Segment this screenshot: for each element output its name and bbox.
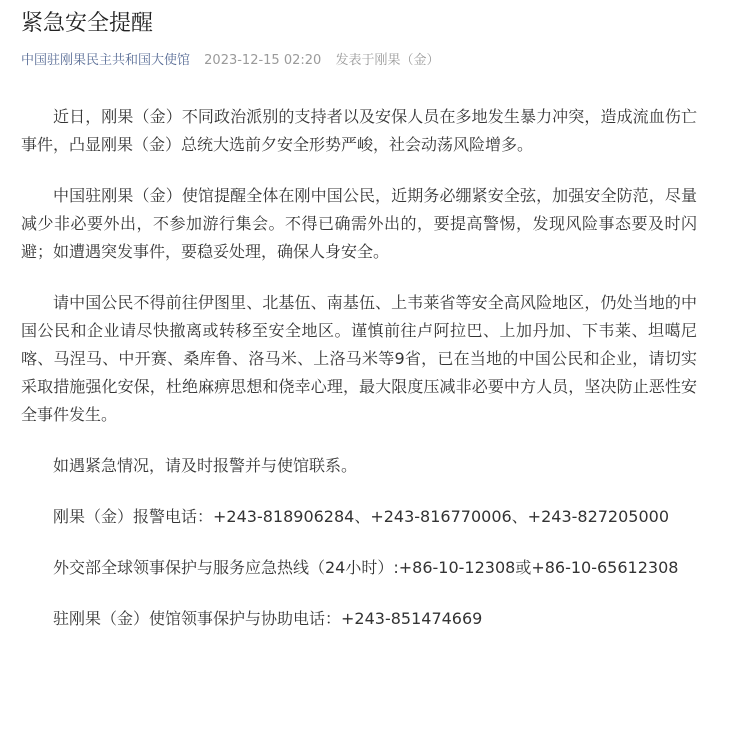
account-name-link[interactable]: 中国驻刚果民主共和国大使馆	[21, 53, 191, 68]
paragraph-emergency-contact: 如遇紧急情况，请及时报警并与使馆联系。	[53, 456, 358, 475]
publish-location: 发表于刚果（金）	[335, 53, 440, 68]
article-meta	[21, 51, 439, 71]
publish-date: 2023-12-15 02:20	[204, 53, 322, 68]
paragraph-embassy-phone: 驻刚果（金）使馆领事保护与协助电话：+243-851474669	[53, 609, 483, 628]
article-body	[21, 103, 697, 656]
paragraph-situation: 近日，刚果（金）不同政治派别的支持者以及安保人员在多地发生暴力冲突，造成流血伤亡事件，凸显刚果（金）总统大选前夕安全形势严峻，社会动荡风险增多。	[21, 107, 697, 154]
article-title: 紧急安全提醒	[21, 11, 154, 36]
paragraph-consular-hotline: 外交部全球领事保护与服务应急热线（24小时）:+86-10-12308或+86-10-65612308	[53, 558, 679, 577]
paragraph-reminder: 中国驻刚果（金）使馆提醒全体在刚中国公民，近期务必绷紧安全弦，加强安全防范，尽量减少非必要外出，不参加游行集会。不得已确需外出的，要提高警惕，发现风险事态要及时闪避；如遭遇突发事件，要稳妥处理，确保人身安全。	[21, 186, 697, 261]
paragraph-police-phone: 刚果（金）报警电话：+243-818906284、+243-816770006、+243-827205000	[53, 507, 670, 526]
paragraph-high-risk-areas: 请中国公民不得前往伊图里、北基伍、南基伍、上韦莱省等安全高风险地区，仍处当地的中国公民和企业请尽快撤离或转移至安全地区。谨慎前往卢阿拉巴、上加丹加、下韦莱、坦噶尼喀、马涅马、中开赛、桑库鲁、洛马米、上洛马米等9省，已在当地的中国公民和企业，请切实采取措施强化安保，杜绝麻痹思想和侥幸心理，最大限度压减非必要中方人员，坚决防止恶性安全事件发生。	[21, 293, 697, 424]
